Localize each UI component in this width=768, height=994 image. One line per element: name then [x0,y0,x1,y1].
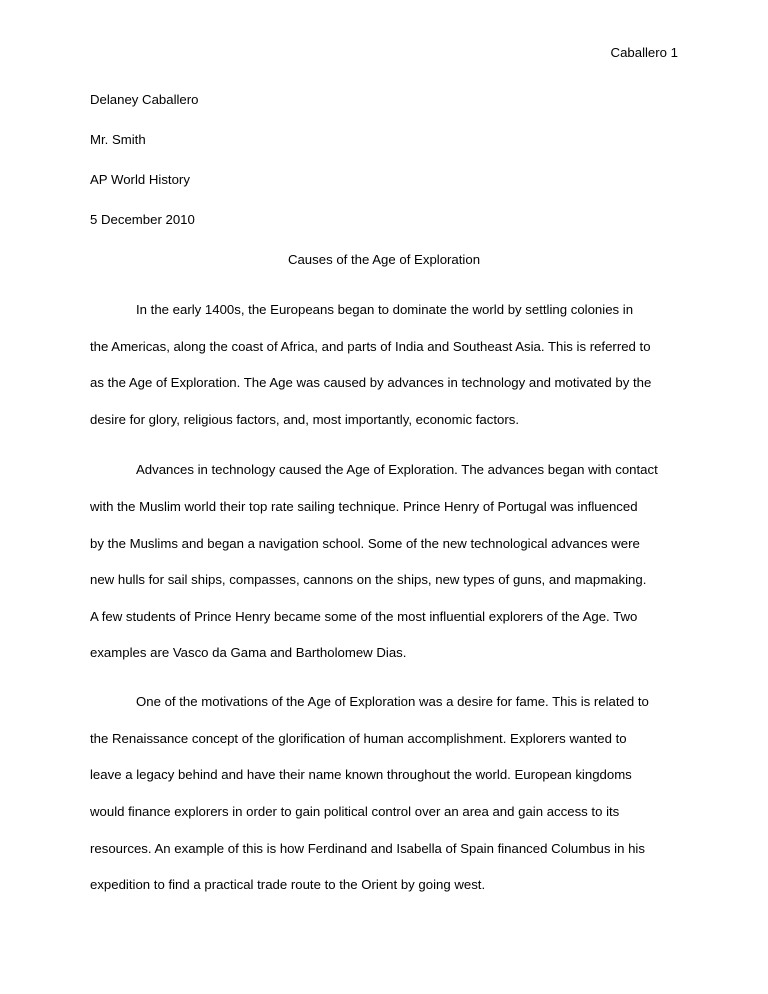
body-line: would finance explorers in order to gain political control over an area and gain access to its [90,804,620,819]
essay-title: Causes of the Age of Exploration [287,252,481,267]
date: 5 December 2010 [90,212,195,227]
body-line: by the Muslims and began a navigation school. Some of the new technological advances were [90,536,640,551]
body-line: In the early 1400s, the Europeans began to dominate the world by settling colonies in [136,302,634,317]
body-line: as the Age of Exploration. The Age was caused by advances in technology and motivated by the [90,375,652,390]
body-line: desire for glory, religious factors, and, most importantly, economic factors. [90,412,520,427]
body-line: A few students of Prince Henry became some of the most influential explorers of the Age. Two [90,609,638,624]
body-line: the Americas, along the coast of Africa, and parts of India and Southeast Asia. This is referred to [90,339,651,354]
course-name: AP World History [90,172,190,187]
body-line: leave a legacy behind and have their name known throughout the world. European kingdoms [90,767,632,782]
body-line: expedition to find a practical trade route to the Orient by going west. [90,877,486,892]
author-name: Delaney Caballero [90,92,199,107]
body-line: examples are Vasco da Gama and Bartholomew Dias. [90,645,407,660]
body-line: resources. An example of this is how Ferdinand and Isabella of Spain financed Columbus in his [90,841,645,856]
body-line: with the Muslim world their top rate sailing technique. Prince Henry of Portugal was influenced [90,499,638,514]
body-line: new hulls for sail ships, compasses, cannons on the ships, new types of guns, and mapmaking. [90,572,647,587]
running-head: Caballero 1 [610,45,678,60]
teacher-name: Mr. Smith [90,132,146,147]
body-line: the Renaissance concept of the glorification of human accomplishment. Explorers wanted to [90,731,627,746]
body-line: One of the motivations of the Age of Exploration was a desire for fame. This is related to [136,694,649,709]
body-line: Advances in technology caused the Age of Exploration. The advances began with contact [136,462,658,477]
